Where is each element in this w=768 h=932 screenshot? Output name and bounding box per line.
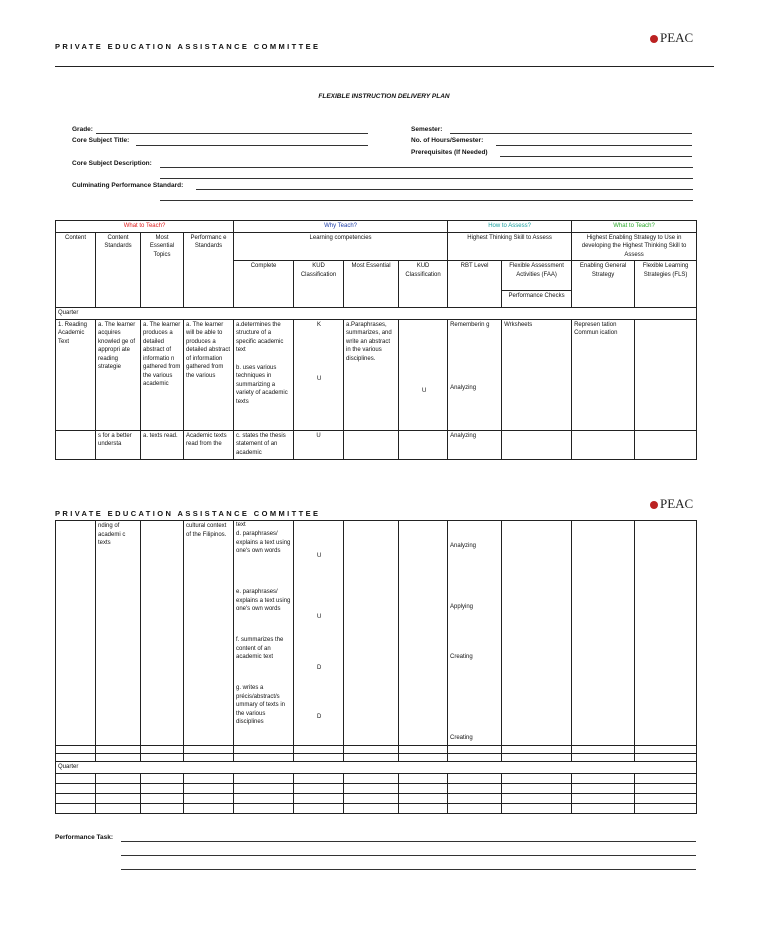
row2-content bbox=[56, 430, 96, 459]
row1-faa: Wrksheets bbox=[502, 319, 572, 430]
p2-kud-e: U bbox=[317, 614, 322, 620]
p2-empty-cell[interactable] bbox=[399, 783, 448, 793]
p2-empty-cell[interactable] bbox=[141, 783, 184, 793]
peac-logo-icon bbox=[650, 35, 658, 43]
p2-complete-text: text bbox=[236, 522, 246, 528]
row2-kud2 bbox=[399, 430, 448, 459]
p2-empty-cell[interactable] bbox=[635, 793, 697, 803]
p2-empty-cell[interactable] bbox=[141, 803, 184, 813]
p2-empty-cell[interactable] bbox=[344, 746, 399, 754]
core-subject-title-line[interactable] bbox=[136, 145, 368, 146]
row2-content-standards: s for a better understa bbox=[96, 430, 141, 459]
p2-empty-cell[interactable] bbox=[56, 746, 96, 754]
p2-empty-cell[interactable] bbox=[344, 754, 399, 762]
row2-rbt: Analyzing bbox=[448, 430, 502, 459]
p2-empty-cell[interactable] bbox=[448, 746, 502, 754]
p2-empty-cell[interactable] bbox=[184, 793, 234, 803]
p2-rbt-g: Creating bbox=[450, 735, 473, 741]
p2-empty-cell[interactable] bbox=[572, 803, 635, 813]
row1-complete bbox=[234, 319, 294, 430]
performance-checks-header: Performance Checks bbox=[502, 291, 572, 308]
prereq-line[interactable] bbox=[500, 156, 692, 157]
p2-empty-cell[interactable] bbox=[234, 754, 294, 762]
performance-task-line-3[interactable] bbox=[121, 869, 696, 870]
p2-empty-cell[interactable] bbox=[635, 773, 697, 783]
row1-kud2-u: U bbox=[422, 387, 427, 394]
p2-most-essential bbox=[344, 521, 399, 746]
p2-fls bbox=[635, 521, 697, 746]
hours-label: No. of Hours/Semester: bbox=[411, 137, 484, 144]
p2-empty-cell[interactable] bbox=[96, 754, 141, 762]
row1-rbt-1: Rememberin g bbox=[450, 321, 490, 328]
p2-empty-cell[interactable] bbox=[184, 773, 234, 783]
p2-empty-cell[interactable] bbox=[344, 803, 399, 813]
p2-empty-cell[interactable] bbox=[184, 746, 234, 754]
performance-task-line-2[interactable] bbox=[121, 855, 696, 856]
kud-classification-header: KUD Classification bbox=[294, 261, 344, 308]
row1-content: 1. Reading Academic Text bbox=[56, 319, 96, 430]
p2-empty-cell[interactable] bbox=[96, 793, 141, 803]
p2-empty-cell[interactable] bbox=[502, 773, 572, 783]
rbt-level-header: RBT Level bbox=[448, 261, 502, 308]
p2-rbt-e: Applying bbox=[450, 604, 474, 610]
p2-empty-cell[interactable] bbox=[502, 754, 572, 762]
peac-logo bbox=[650, 30, 693, 46]
performance-task-line-1[interactable] bbox=[121, 841, 696, 842]
p2-rbt-f: Creating bbox=[450, 654, 473, 660]
p2-empty-cell[interactable] bbox=[399, 746, 448, 754]
culminating-line-2[interactable] bbox=[160, 200, 693, 201]
p2-egs bbox=[572, 521, 635, 746]
performance-task-label: Performance Task: bbox=[55, 834, 114, 841]
p2-empty-cell[interactable] bbox=[56, 773, 96, 783]
peac-logo-page2 bbox=[650, 496, 693, 512]
p2-rbt-d: Analyzing bbox=[450, 543, 477, 549]
p2-complete bbox=[234, 521, 294, 746]
description-line-1[interactable] bbox=[160, 167, 693, 168]
doc-title: FLEXIBLE INSTRUCTION DELIVERY PLAN bbox=[318, 93, 450, 100]
p2-empty-cell[interactable] bbox=[572, 793, 635, 803]
p2-empty-cell[interactable] bbox=[234, 773, 294, 783]
p2-faa bbox=[502, 521, 572, 746]
culminating-label: Culminating Performance Standard: bbox=[72, 182, 184, 189]
p2-empty-cell[interactable] bbox=[294, 793, 344, 803]
core-subject-title-label: Core Subject Title: bbox=[72, 137, 130, 144]
p2-complete-g: g. writes a précis/abstract/s ummary of texts in the various disciplines bbox=[236, 685, 286, 725]
peac-logo-icon bbox=[650, 501, 658, 509]
complete-header: Complete bbox=[234, 261, 294, 308]
row2-complete: c. states the thesis statement of an academic bbox=[234, 430, 294, 459]
p2-empty-cell[interactable] bbox=[294, 746, 344, 754]
row2-fls bbox=[635, 430, 697, 459]
p2-empty-cell[interactable] bbox=[344, 783, 399, 793]
p2-empty-cell[interactable] bbox=[399, 754, 448, 762]
row1-most-essential: a.Paraphrases, summarizes, and write an abstract in the various disciplines. bbox=[344, 319, 399, 430]
row1-kud-u: U bbox=[317, 375, 322, 382]
p2-empty-cell[interactable] bbox=[502, 746, 572, 754]
p2-kud-g: D bbox=[317, 714, 322, 720]
p2-performance: cultural context of the Filipinos. bbox=[184, 521, 234, 746]
row2-topics: a. texts read. bbox=[141, 430, 184, 459]
p2-empty-cell[interactable] bbox=[572, 783, 635, 793]
p2-empty-cell[interactable] bbox=[448, 754, 502, 762]
p2-empty-cell[interactable] bbox=[448, 783, 502, 793]
p2-empty-cell[interactable] bbox=[635, 783, 697, 793]
org-name-page2: PRIVATE EDUCATION ASSISTANCE COMMITTEE bbox=[55, 509, 321, 518]
what-to-teach-header-2: What to Teach? bbox=[572, 221, 697, 233]
row1-egs: Represen tation Commun ication bbox=[572, 319, 635, 430]
p2-complete-d: d. paraphrases/ explains a text using one's own words bbox=[236, 531, 291, 554]
p2-complete-e: e. paraphrases/ explains a text using one's own words bbox=[236, 589, 291, 612]
p2-empty-cell[interactable] bbox=[96, 783, 141, 793]
grade-label: Grade: bbox=[72, 126, 93, 133]
prereq-label: Prerequisites (If Needed) bbox=[411, 149, 488, 156]
p2-empty-cell[interactable] bbox=[96, 746, 141, 754]
p2-kud-f: D bbox=[317, 665, 322, 671]
p2-empty-cell[interactable] bbox=[635, 754, 697, 762]
p2-empty-cell[interactable] bbox=[56, 754, 96, 762]
what-to-teach-header: What to Teach? bbox=[56, 221, 234, 233]
row1-fls bbox=[635, 319, 697, 430]
p2-empty-cell[interactable] bbox=[234, 783, 294, 793]
p2-empty-cell[interactable] bbox=[184, 754, 234, 762]
fidp-table-page2 bbox=[55, 520, 697, 814]
row1-kud-k: K bbox=[317, 321, 322, 328]
p2-empty-cell[interactable] bbox=[234, 803, 294, 813]
p2-empty-cell[interactable] bbox=[448, 773, 502, 783]
p2-empty-cell[interactable] bbox=[635, 803, 697, 813]
row2-performance: Academic texts read from the bbox=[184, 430, 234, 459]
p2-empty-cell[interactable] bbox=[184, 783, 234, 793]
p2-empty-cell[interactable] bbox=[635, 746, 697, 754]
p2-empty-cell[interactable] bbox=[294, 773, 344, 783]
description-line-2[interactable] bbox=[160, 178, 693, 179]
p2-empty-cell[interactable] bbox=[448, 803, 502, 813]
how-to-assess-header: How to Assess? bbox=[448, 221, 572, 233]
p2-empty-cell[interactable] bbox=[96, 803, 141, 813]
p2-topics bbox=[141, 521, 184, 746]
p2-empty-cell[interactable] bbox=[399, 773, 448, 783]
why-teach-header: Why Teach? bbox=[234, 221, 448, 233]
p2-empty-cell[interactable] bbox=[56, 783, 96, 793]
row2-faa bbox=[502, 430, 572, 459]
quarter-row: Quarter bbox=[56, 308, 697, 320]
p2-kud2 bbox=[399, 521, 448, 746]
performance-standards-header: Performanc e Standards bbox=[184, 232, 234, 308]
p2-empty-cell[interactable] bbox=[572, 773, 635, 783]
content-standards-header: Content Standards bbox=[96, 232, 141, 308]
semester-line[interactable] bbox=[450, 133, 692, 134]
enabling-general-header: Enabling General Strategy bbox=[572, 261, 635, 308]
logo-text: PEAC bbox=[660, 496, 694, 511]
row1-rbt-2: Analyzing bbox=[450, 384, 477, 391]
row1-complete-a: a.determines the structure of a specific academic text bbox=[236, 321, 284, 353]
p2-empty-cell[interactable] bbox=[141, 773, 184, 783]
most-essential-header: Most Essential bbox=[344, 261, 399, 308]
grade-line[interactable] bbox=[96, 133, 368, 134]
p2-empty-cell[interactable] bbox=[141, 754, 184, 762]
p2-empty-cell[interactable] bbox=[184, 803, 234, 813]
row1-kud bbox=[294, 319, 344, 430]
hours-line[interactable] bbox=[496, 145, 692, 146]
highest-thinking-header: Highest Thinking Skill to Assess bbox=[448, 232, 572, 261]
p2-empty-cell[interactable] bbox=[572, 746, 635, 754]
row2-most-essential bbox=[344, 430, 399, 459]
row2-egs bbox=[572, 430, 635, 459]
p2-content bbox=[56, 521, 96, 746]
p2-empty-cell[interactable] bbox=[502, 793, 572, 803]
p2-empty-cell[interactable] bbox=[448, 793, 502, 803]
p2-empty-cell[interactable] bbox=[399, 793, 448, 803]
p2-complete-f: f. summarizes the content of an academic text bbox=[236, 637, 284, 660]
quarter-row-2: Quarter bbox=[56, 762, 697, 774]
p2-empty-cell[interactable] bbox=[399, 803, 448, 813]
content-header: Content bbox=[56, 232, 96, 308]
row1-kud2 bbox=[399, 319, 448, 430]
row1-content-standards: a. The learner acquires knowled ge of appropri ate reading strategie bbox=[96, 319, 141, 430]
p2-empty-cell[interactable] bbox=[141, 746, 184, 754]
p2-rbt bbox=[448, 521, 502, 746]
p2-empty-cell[interactable] bbox=[234, 746, 294, 754]
p2-empty-cell[interactable] bbox=[141, 793, 184, 803]
p2-empty-cell[interactable] bbox=[502, 783, 572, 793]
row1-complete-b: b. uses various techniques in summarizing a variety of academic texts bbox=[236, 364, 288, 405]
core-subject-description-label: Core Subject Description: bbox=[72, 160, 152, 167]
row1-performance: a. The learner will be able to produces a detailed abstract of information gathered from the various bbox=[184, 319, 234, 430]
row2-kud: U bbox=[294, 430, 344, 459]
p2-empty-cell[interactable] bbox=[294, 803, 344, 813]
row1-rbt bbox=[448, 319, 502, 430]
p2-empty-cell[interactable] bbox=[344, 793, 399, 803]
p2-kud bbox=[294, 521, 344, 746]
p2-kud-d: U bbox=[317, 553, 322, 559]
p2-empty-cell[interactable] bbox=[572, 754, 635, 762]
p2-empty-cell[interactable] bbox=[96, 773, 141, 783]
p2-empty-cell[interactable] bbox=[294, 783, 344, 793]
p2-empty-cell[interactable] bbox=[56, 793, 96, 803]
fls-header: Flexible Learning Strategies (FLS) bbox=[635, 261, 697, 308]
most-essential-topics-header: Most Essential Topics bbox=[141, 232, 184, 308]
faa-header: Flexible Assessment Activities (FAA) bbox=[502, 261, 572, 291]
learning-competencies-header: Learning competencies bbox=[234, 232, 448, 261]
row1-topics: a. The learner produces a detailed abstract of informatio n gathered from the various academic bbox=[141, 319, 184, 430]
p2-content-standards: nding of academi c texts bbox=[96, 521, 141, 746]
logo-text: PEAC bbox=[660, 30, 694, 45]
kud-classification-header-2: KUD Classification bbox=[399, 261, 448, 308]
culminating-line-1[interactable] bbox=[196, 189, 693, 190]
p2-empty-cell[interactable] bbox=[234, 793, 294, 803]
semester-label: Semester: bbox=[411, 126, 443, 133]
p2-empty-cell[interactable] bbox=[344, 773, 399, 783]
highest-enabling-header: Highest Enabling Strategy to Use in developing the Highest Thinking Skill to Assess bbox=[572, 232, 697, 261]
p2-empty-cell[interactable] bbox=[502, 803, 572, 813]
p2-empty-cell[interactable] bbox=[56, 803, 96, 813]
fidp-table-page1 bbox=[55, 220, 697, 460]
p2-empty-cell[interactable] bbox=[294, 754, 344, 762]
header-rule bbox=[55, 66, 714, 67]
org-name: PRIVATE EDUCATION ASSISTANCE COMMITTEE bbox=[55, 42, 321, 51]
